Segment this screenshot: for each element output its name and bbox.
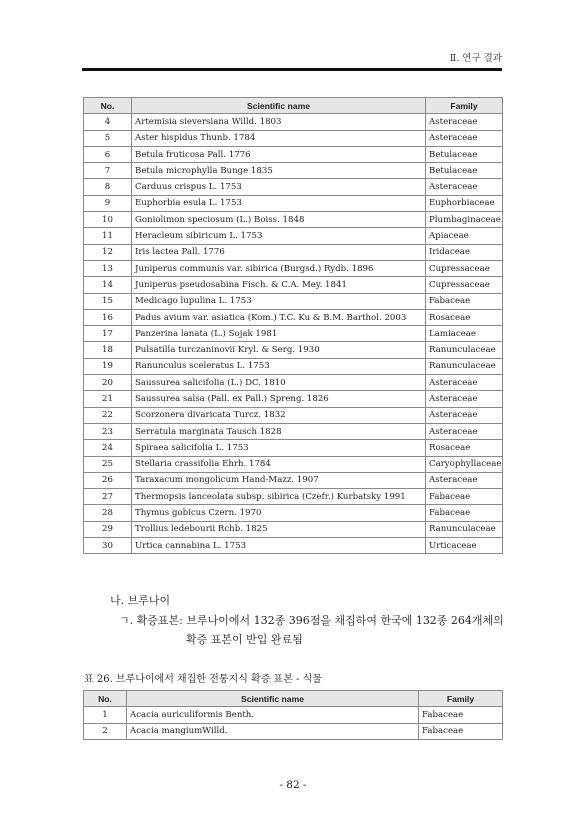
table-header-row bbox=[84, 691, 503, 707]
table-row bbox=[84, 456, 503, 472]
table-row bbox=[84, 407, 503, 423]
voucher-note-line-1: ㄱ. 확증표본: 브루나이에서 132종 396점을 채집하여 한국에 132종 264개체의 bbox=[119, 614, 504, 627]
cell-scientific-name: Juniperus pseudosabina Fisch. & C.A. Mey. 1841 bbox=[132, 277, 426, 293]
cell-family: Betulaceae bbox=[426, 163, 503, 179]
cell-no: 24 bbox=[84, 440, 132, 456]
cell-no: 30 bbox=[84, 538, 132, 554]
cell-scientific-name: Heracleum sibiricum L. 1753 bbox=[132, 228, 426, 244]
column-header-scientific-name: Scientific name bbox=[127, 691, 419, 707]
cell-no: 7 bbox=[84, 163, 132, 179]
table-row bbox=[84, 114, 503, 130]
cell-no: 11 bbox=[84, 228, 132, 244]
cell-scientific-name: Thermopsis lanceolata subsp. sibirica (Czefr.) Kurbatsky 1991 bbox=[132, 489, 426, 505]
cell-family: Rosaceae bbox=[426, 309, 503, 325]
cell-family: Apiaceae bbox=[426, 228, 503, 244]
table-row bbox=[84, 309, 503, 325]
table-caption: 표 26. 브루나이에서 채집한 전통지식 확증 표본 - 식물 bbox=[84, 674, 322, 685]
table-row bbox=[84, 505, 503, 521]
cell-scientific-name: Padus avium var. asiatica (Kom.) T.C. Ku & B.M. Barthol. 2003 bbox=[132, 309, 426, 325]
cell-family: Asteraceae bbox=[426, 114, 503, 130]
column-header-family: Family bbox=[419, 691, 503, 707]
page-number: - 82 - bbox=[279, 779, 307, 791]
cell-no: 13 bbox=[84, 260, 132, 276]
cell-family: Lamiaceae bbox=[426, 326, 503, 342]
table-row bbox=[84, 358, 503, 374]
cell-family: Ranunculaceae bbox=[426, 342, 503, 358]
cell-family: Asteraceae bbox=[426, 375, 503, 391]
cell-no: 14 bbox=[84, 277, 132, 293]
cell-no: 15 bbox=[84, 293, 132, 309]
cell-no: 8 bbox=[84, 179, 132, 195]
table-row bbox=[84, 244, 503, 260]
cell-no: 9 bbox=[84, 195, 132, 211]
voucher-note-line-2: 확증 표본이 반입 완료됨 bbox=[186, 633, 303, 646]
cell-family: Fabaceae bbox=[426, 505, 503, 521]
cell-no: 1 bbox=[84, 707, 127, 723]
cell-no: 27 bbox=[84, 489, 132, 505]
table-row bbox=[84, 375, 503, 391]
table-row bbox=[84, 293, 503, 309]
cell-scientific-name: Panzerina lanata (L.) Sojak 1981 bbox=[132, 326, 426, 342]
table-row bbox=[84, 163, 503, 179]
cell-no: 29 bbox=[84, 521, 132, 537]
cell-family: Plumbaginaceae bbox=[426, 212, 503, 228]
cell-family: Caryophyllaceae bbox=[426, 456, 503, 472]
cell-scientific-name: Saussurea salsa (Pall. ex Pall.) Spreng. 1826 bbox=[132, 391, 426, 407]
table-row bbox=[84, 391, 503, 407]
cell-family: Fabaceae bbox=[426, 293, 503, 309]
cell-scientific-name: Betula fruticosa Pall. 1776 bbox=[132, 146, 426, 162]
table-row bbox=[84, 228, 503, 244]
cell-family: Asteraceae bbox=[426, 391, 503, 407]
cell-no: 12 bbox=[84, 244, 132, 260]
table-row bbox=[84, 326, 503, 342]
cell-family: Asteraceae bbox=[426, 130, 503, 146]
cell-scientific-name: Thymus gobicus Czern. 1970 bbox=[132, 505, 426, 521]
cell-scientific-name: Ranunculus sceleratus L. 1753 bbox=[132, 358, 426, 374]
cell-scientific-name: Stellaria crassifolia Ehrh. 1784 bbox=[132, 456, 426, 472]
cell-family: Asteraceae bbox=[426, 423, 503, 439]
cell-scientific-name: Aster hispidus Thunb. 1784 bbox=[132, 130, 426, 146]
cell-scientific-name: Taraxacum mongolicum Hand-Mazz. 1907 bbox=[132, 472, 426, 488]
table-row bbox=[84, 723, 503, 739]
cell-scientific-name: Betula microphylla Bunge 1835 bbox=[132, 163, 426, 179]
table-row bbox=[84, 342, 503, 358]
table-row bbox=[84, 489, 503, 505]
cell-scientific-name: Goniolimon speciosum (L.) Boiss. 1848 bbox=[132, 212, 426, 228]
cell-no: 25 bbox=[84, 456, 132, 472]
cell-family: Euphorbiaceae bbox=[426, 195, 503, 211]
cell-scientific-name: Juniperus communis var. sibirica (Burgsd.) Rydb. 1896 bbox=[132, 260, 426, 276]
cell-family: Asteraceae bbox=[426, 179, 503, 195]
cell-family: Fabaceae bbox=[419, 707, 503, 723]
cell-no: 26 bbox=[84, 472, 132, 488]
cell-scientific-name: Artemisia sieversiana Willd. 1803 bbox=[132, 114, 426, 130]
cell-scientific-name: Acacia auriculiformis Benth. bbox=[127, 707, 419, 723]
table-row bbox=[84, 130, 503, 146]
cell-scientific-name: Spiraea salicifolia L. 1753 bbox=[132, 440, 426, 456]
cell-no: 5 bbox=[84, 130, 132, 146]
column-header-family: Family bbox=[426, 98, 503, 114]
cell-no: 20 bbox=[84, 375, 132, 391]
table-row bbox=[84, 195, 503, 211]
table-row bbox=[84, 440, 503, 456]
cell-scientific-name: Saussurea salicifolia (L.) DC. 1810 bbox=[132, 375, 426, 391]
cell-family: Asteraceae bbox=[426, 407, 503, 423]
cell-family: Asteraceae bbox=[426, 472, 503, 488]
species-table-mongolia bbox=[83, 97, 503, 554]
table-body bbox=[84, 707, 503, 740]
cell-scientific-name: Urtica cannabina L. 1753 bbox=[132, 538, 426, 554]
cell-no: 23 bbox=[84, 423, 132, 439]
species-table-brunei bbox=[83, 690, 503, 740]
cell-family: Ranunculaceae bbox=[426, 358, 503, 374]
cell-family: Urticaceae bbox=[426, 538, 503, 554]
cell-scientific-name: Serratula marginata Tausch 1828 bbox=[132, 423, 426, 439]
column-header-no: No. bbox=[84, 691, 127, 707]
section-heading: 나. 브루나이 bbox=[110, 594, 171, 607]
table-row bbox=[84, 146, 503, 162]
table-row bbox=[84, 538, 503, 554]
table-body bbox=[84, 114, 503, 554]
cell-scientific-name: Iris lactea Pall. 1776 bbox=[132, 244, 426, 260]
cell-no: 16 bbox=[84, 309, 132, 325]
cell-scientific-name: Acacia mangiumWilld. bbox=[127, 723, 419, 739]
cell-no: 18 bbox=[84, 342, 132, 358]
running-header: Ⅱ. 연구 결과 bbox=[449, 53, 502, 64]
table-row bbox=[84, 212, 503, 228]
cell-family: Fabaceae bbox=[426, 489, 503, 505]
cell-family: Rosaceae bbox=[426, 440, 503, 456]
cell-no: 21 bbox=[84, 391, 132, 407]
cell-no: 17 bbox=[84, 326, 132, 342]
cell-no: 6 bbox=[84, 146, 132, 162]
cell-family: Iridaceae bbox=[426, 244, 503, 260]
cell-scientific-name: Medicago lupulina L. 1753 bbox=[132, 293, 426, 309]
cell-family: Fabaceae bbox=[419, 723, 503, 739]
cell-scientific-name: Carduus crispus L. 1753 bbox=[132, 179, 426, 195]
cell-scientific-name: Euphorbia esula L. 1753 bbox=[132, 195, 426, 211]
cell-no: 2 bbox=[84, 723, 127, 739]
cell-family: Cupressaceae bbox=[426, 260, 503, 276]
cell-scientific-name: Trollius ledebourii Rchb. 1825 bbox=[132, 521, 426, 537]
cell-family: Ranunculaceae bbox=[426, 521, 503, 537]
cell-no: 22 bbox=[84, 407, 132, 423]
table-row bbox=[84, 521, 503, 537]
cell-no: 4 bbox=[84, 114, 132, 130]
table-row bbox=[84, 179, 503, 195]
column-header-scientific-name: Scientific name bbox=[132, 98, 426, 114]
cell-family: Betulaceae bbox=[426, 146, 503, 162]
table-row bbox=[84, 277, 503, 293]
table-header-row bbox=[84, 98, 503, 114]
header-rule bbox=[82, 68, 502, 71]
table-row bbox=[84, 472, 503, 488]
cell-scientific-name: Scorzonera divaricata Turcz. 1832 bbox=[132, 407, 426, 423]
table-row bbox=[84, 707, 503, 723]
table-row bbox=[84, 260, 503, 276]
column-header-no: No. bbox=[84, 98, 132, 114]
cell-no: 19 bbox=[84, 358, 132, 374]
cell-no: 10 bbox=[84, 212, 132, 228]
cell-family: Cupressaceae bbox=[426, 277, 503, 293]
cell-no: 28 bbox=[84, 505, 132, 521]
table-row bbox=[84, 423, 503, 439]
cell-scientific-name: Pulsatilla turczaninovii Kryl. & Serg. 1930 bbox=[132, 342, 426, 358]
